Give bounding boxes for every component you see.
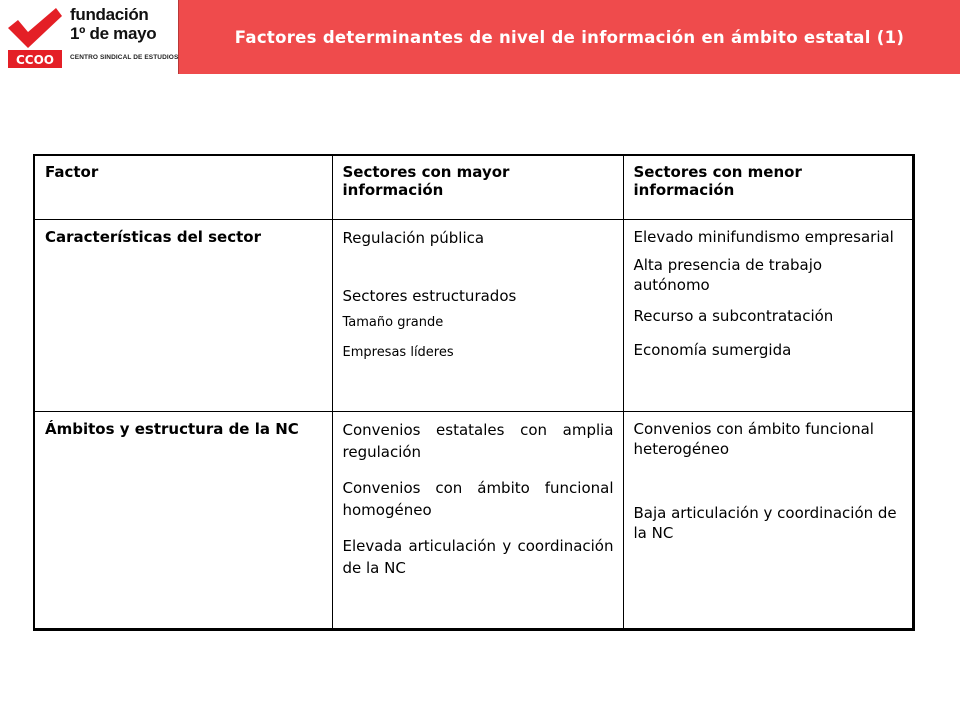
header-banner (178, 0, 960, 74)
table-row (34, 219, 913, 411)
header-factor: Factor (34, 155, 332, 219)
logo-subtitle: CENTRO SINDICAL DE ESTUDIOS (70, 54, 179, 61)
row-factor-label: Características del sector (34, 219, 332, 411)
header-mayor: Sectores con mayor información (332, 155, 623, 219)
list-item: Baja articulación y coordinación de la NC (633, 503, 897, 542)
list-item: Regulación pública (342, 228, 485, 247)
logo-name (70, 5, 156, 43)
list-item: Convenios con ámbito funcional heterogéneo (633, 419, 874, 458)
row-menor-cell (623, 411, 913, 629)
factors-table (33, 154, 915, 631)
list-item: Convenios con ámbito funcional homogéneo (342, 478, 614, 519)
ccoo-logo-icon (6, 6, 64, 70)
list-item: Elevada articulación y coordinación de la NC (342, 536, 614, 577)
table-row (34, 411, 913, 629)
row-menor-cell (623, 219, 913, 411)
row-mayor-cell (332, 411, 623, 629)
logo-mark-text: CCOO (15, 53, 55, 67)
list-item: Elevado minifundismo empresarial (633, 227, 894, 246)
page-title: Factores determinantes de nivel de información en ámbito estatal (1) (234, 27, 905, 47)
list-subitem: Empresas líderes (342, 344, 454, 360)
row-factor-label: Ámbitos y estructura de la NC (34, 411, 332, 629)
table-header-row (34, 155, 913, 219)
logo (0, 0, 178, 74)
list-item: Sectores estructurados (342, 286, 517, 305)
logo-line2: 1º de mayo (70, 24, 157, 43)
logo-line1: fundación (70, 5, 149, 24)
header-menor: Sectores con menor información (623, 155, 913, 219)
list-subitem: Tamaño grande (342, 314, 444, 330)
list-item: Recurso a subcontratación (633, 306, 834, 325)
list-item: Convenios estatales con amplia regulación (342, 420, 614, 461)
list-item: Economía sumergida (633, 340, 792, 359)
row-mayor-cell (332, 219, 623, 411)
list-item: Alta presencia de trabajo autónomo (633, 255, 823, 294)
